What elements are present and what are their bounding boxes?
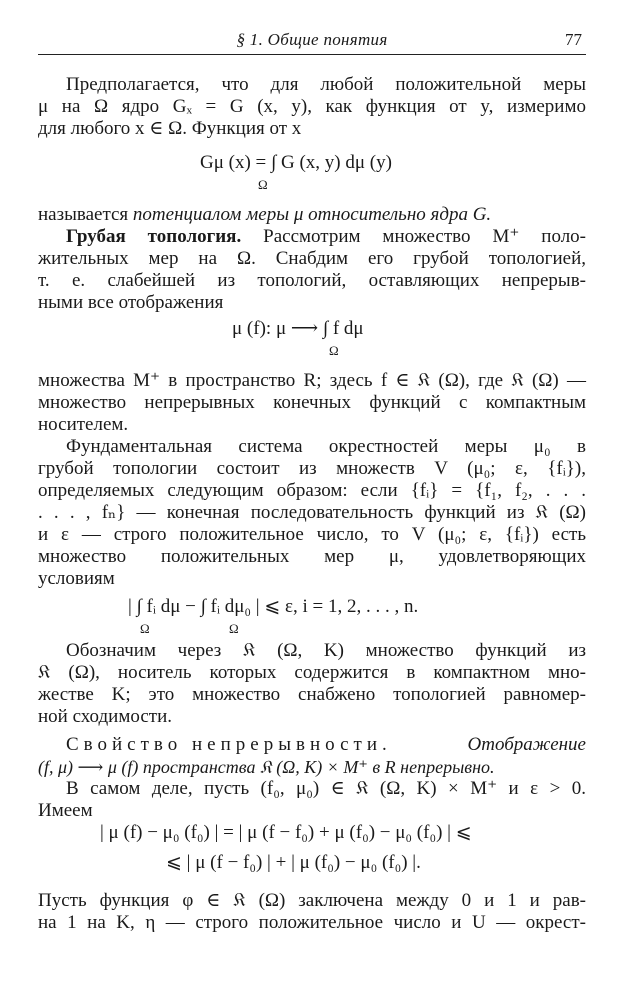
definition-term: потенциалом меры μ относительно ядра G.	[132, 204, 492, 225]
text-line	[38, 204, 586, 226]
text-span: Отображение	[467, 734, 586, 755]
integral-domain: Ω	[258, 177, 268, 192]
text-line: 𝔎 (Ω), носитель которых содержится в компактном мно-	[38, 662, 586, 683]
text-line: и ε — строго положительное число, то V (μ₀; ε, {fᵢ}) есть	[38, 524, 586, 545]
text-line: условиям	[38, 568, 115, 589]
text-line: ной сходимости.	[38, 706, 172, 727]
text-line: на 1 на K, η — строго положительное число и U — окрест-	[38, 912, 586, 933]
formula-map: μ (f): μ ⟶ ∫ f dμ	[232, 318, 364, 339]
text-line: множество положительных мер μ, удовлетворяющих	[38, 546, 586, 567]
text-line: грубой топологии состоит из множеств V (μ₀; ε, {fᵢ}),	[38, 458, 586, 479]
text-line: Имеем	[38, 800, 93, 821]
text-line: множества M⁺ в пространство R; здесь f ∈ 𝔎 (Ω), где 𝔎 (Ω) —	[38, 370, 586, 391]
formula-neighborhood: | ∫ fᵢ dμ − ∫ fᵢ dμ₀ | ⩽ ε, i = 1, 2, . . . , n.	[128, 596, 419, 617]
text-line: Обозначим через 𝔎 (Ω, K) множество функций из	[66, 640, 586, 661]
text-line: ными все отображения	[38, 292, 224, 313]
integral-domain: Ω	[140, 621, 150, 636]
text-line: жительных мер на Ω. Снабдим его грубой топологией,	[38, 248, 586, 269]
text-line: μ на Ω ядро Gₓ = G (x, y), как функция от y, измеримо	[38, 96, 586, 117]
text-line: . . . , fₙ} — конечная последовательность функций из 𝔎 (Ω)	[38, 502, 586, 523]
text-line	[66, 734, 586, 756]
text-line: определяемых следующим образом: если {fᵢ} = {f₁, f₂, . . .	[38, 480, 586, 501]
section-title: § 1. Общие понятия	[236, 30, 388, 49]
running-header	[38, 28, 586, 54]
text-line: Фундаментальная система окрестностей меры μ₀ в	[66, 436, 586, 457]
text-line: для любого x ∈ Ω. Функция от x	[38, 118, 302, 139]
integral-domain: Ω	[229, 621, 239, 636]
text-span: Рассмотрим множество M⁺ поло-	[241, 226, 587, 247]
text-line: В самом деле, пусть (f₀, μ₀) ∈ 𝔎 (Ω, K) × M⁺ и ε > 0.	[66, 778, 586, 799]
page-number: 77	[565, 30, 582, 49]
text-line: (f, μ) ⟶ μ (f) пространства 𝔎 (Ω, K) × M⁺ в R непрерывно.	[38, 757, 495, 777]
text-line: Пусть функция φ ∈ 𝔎 (Ω) заключена между 0 и 1 и рав-	[38, 890, 586, 911]
text-line: множество непрерывных конечных функций с компактным	[38, 392, 586, 413]
text-line: носителем.	[38, 414, 129, 435]
formula-estimate-2: ⩽ | μ (f − f₀) | + | μ (f₀) − μ₀ (f₀) |.	[166, 852, 421, 873]
text-line: Предполагается, что для любой положительной меры	[66, 74, 586, 95]
integral-domain: Ω	[329, 343, 339, 358]
text-line	[66, 226, 586, 248]
formula-estimate-1: | μ (f) − μ₀ (f₀) | = | μ (f − f₀) + μ (f₀) − μ₀ (f₀) | ⩽	[100, 822, 472, 843]
text-span: называется	[38, 204, 133, 225]
paragraph-heading: Грубая топология.	[66, 226, 242, 247]
header-rule	[38, 54, 586, 55]
text-line: жестве K; это множество снабжено топологией равномер-	[38, 684, 586, 705]
text-line: т. е. слабейшей из топологий, оставляющих непрерыв-	[38, 270, 586, 291]
paragraph-heading: Свойство непрерывности.	[66, 734, 392, 755]
formula-potential: Gμ (x) = ∫ G (x, y) dμ (y)	[200, 152, 392, 173]
